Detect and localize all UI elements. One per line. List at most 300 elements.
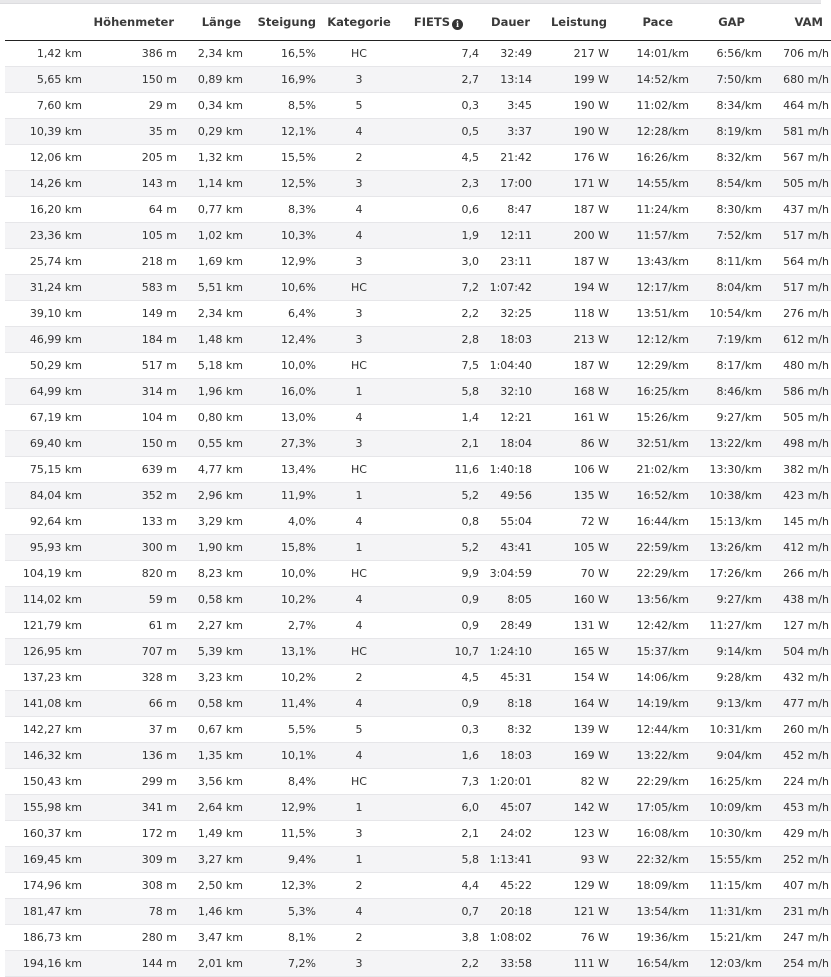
cell-vam: 260 m/h [762, 717, 831, 743]
cell-gap: 15:21/km [689, 925, 762, 951]
table-row[interactable] [5, 587, 831, 613]
cell-category: HC [318, 457, 400, 483]
cell-gap: 8:34/km [689, 93, 762, 119]
table-row[interactable] [5, 899, 831, 925]
cell-fiets: 0,3 [400, 717, 479, 743]
col-distance-header [5, 4, 82, 41]
table-row[interactable] [5, 509, 831, 535]
cell-vam: 453 m/h [762, 795, 831, 821]
table-row[interactable] [5, 821, 831, 847]
cell-gap: 8:19/km [689, 119, 762, 145]
table-row[interactable] [5, 171, 831, 197]
cell-distance: 174,96 km [5, 873, 82, 899]
cell-gap: 13:26/km [689, 535, 762, 561]
cell-vam: 517 m/h [762, 223, 831, 249]
cell-elevation: 517 m [82, 353, 181, 379]
cell-distance: 1,42 km [5, 41, 82, 67]
table-row[interactable] [5, 665, 831, 691]
cell-distance: 141,08 km [5, 691, 82, 717]
cell-category: 3 [318, 327, 400, 353]
cell-distance: 121,79 km [5, 613, 82, 639]
cell-grade: 10,2% [243, 587, 318, 613]
cell-duration: 33:58 [479, 951, 532, 977]
table-row[interactable] [5, 717, 831, 743]
cell-elevation: 172 m [82, 821, 181, 847]
cell-power: 142 W [532, 795, 609, 821]
cell-length: 0,58 km [181, 691, 243, 717]
cell-power: 168 W [532, 379, 609, 405]
cell-vam: 612 m/h [762, 327, 831, 353]
cell-fiets: 2,8 [400, 327, 479, 353]
cell-elevation: 61 m [82, 613, 181, 639]
cell-power: 123 W [532, 821, 609, 847]
cell-length: 0,80 km [181, 405, 243, 431]
cell-power: 129 W [532, 873, 609, 899]
cell-grade: 16,5% [243, 41, 318, 67]
cell-length: 2,34 km [181, 41, 243, 67]
cell-length: 2,01 km [181, 951, 243, 977]
cell-category: HC [318, 275, 400, 301]
cell-length: 1,69 km [181, 249, 243, 275]
table-row[interactable] [5, 249, 831, 275]
cell-grade: 11,9% [243, 483, 318, 509]
col-gap-header[interactable]: GAP [689, 4, 762, 41]
cell-vam: 517 m/h [762, 275, 831, 301]
cell-grade: 15,8% [243, 535, 318, 561]
cell-duration: 8:18 [479, 691, 532, 717]
cell-vam: 432 m/h [762, 665, 831, 691]
cell-elevation: 707 m [82, 639, 181, 665]
col-category-header[interactable]: Kategorie [318, 4, 400, 41]
cell-grade: 10,6% [243, 275, 318, 301]
cell-distance: 186,73 km [5, 925, 82, 951]
cell-duration: 1:13:41 [479, 847, 532, 873]
col-power-header[interactable]: Leistung [532, 4, 609, 41]
cell-vam: 706 m/h [762, 41, 831, 67]
cell-vam: 567 m/h [762, 145, 831, 171]
cell-fiets: 0,9 [400, 613, 479, 639]
table-row[interactable] [5, 535, 831, 561]
cell-duration: 18:03 [479, 743, 532, 769]
cell-gap: 10:38/km [689, 483, 762, 509]
cell-gap: 13:22/km [689, 431, 762, 457]
cell-vam: 252 m/h [762, 847, 831, 873]
cell-gap: 8:04/km [689, 275, 762, 301]
cell-duration: 3:45 [479, 93, 532, 119]
table-row[interactable] [5, 431, 831, 457]
table-row[interactable] [5, 93, 831, 119]
cell-length: 2,34 km [181, 301, 243, 327]
cell-length: 8,23 km [181, 561, 243, 587]
cell-power: 154 W [532, 665, 609, 691]
table-row[interactable] [5, 457, 831, 483]
cell-pace: 16:08/km [609, 821, 689, 847]
cell-distance: 155,98 km [5, 795, 82, 821]
cell-duration: 1:04:40 [479, 353, 532, 379]
cell-pace: 22:59/km [609, 535, 689, 561]
cell-pace: 14:06/km [609, 665, 689, 691]
cell-power: 121 W [532, 899, 609, 925]
cell-grade: 5,5% [243, 717, 318, 743]
cell-vam: 423 m/h [762, 483, 831, 509]
cell-fiets: 7,5 [400, 353, 479, 379]
cell-grade: 7,2% [243, 951, 318, 977]
table-row[interactable] [5, 353, 831, 379]
cell-power: 161 W [532, 405, 609, 431]
cell-category: 3 [318, 67, 400, 93]
cell-grade: 6,4% [243, 301, 318, 327]
cell-category: 2 [318, 925, 400, 951]
cell-elevation: 184 m [82, 327, 181, 353]
cell-pace: 22:29/km [609, 561, 689, 587]
cell-duration: 3:37 [479, 119, 532, 145]
cell-grade: 8,5% [243, 93, 318, 119]
cell-power: 164 W [532, 691, 609, 717]
cell-distance: 92,64 km [5, 509, 82, 535]
cell-grade: 11,5% [243, 821, 318, 847]
cell-duration: 18:04 [479, 431, 532, 457]
cell-distance: 137,23 km [5, 665, 82, 691]
cell-grade: 10,3% [243, 223, 318, 249]
table-body [5, 41, 831, 977]
cell-pace: 14:55/km [609, 171, 689, 197]
cell-fiets: 0,8 [400, 509, 479, 535]
cell-pace: 22:29/km [609, 769, 689, 795]
cell-distance: 194,16 km [5, 951, 82, 977]
col-pace-header[interactable]: Pace [609, 4, 689, 41]
cell-grade: 15,5% [243, 145, 318, 171]
cell-gap: 8:54/km [689, 171, 762, 197]
cell-grade: 11,4% [243, 691, 318, 717]
cell-distance: 181,47 km [5, 899, 82, 925]
cell-grade: 12,1% [243, 119, 318, 145]
cell-grade: 13,1% [243, 639, 318, 665]
table-row[interactable] [5, 847, 831, 873]
cell-length: 0,55 km [181, 431, 243, 457]
cell-category: 3 [318, 301, 400, 327]
cell-fiets: 2,3 [400, 171, 479, 197]
col-fiets-label: FIETS [413, 14, 450, 29]
cell-vam: 477 m/h [762, 691, 831, 717]
cell-duration: 49:56 [479, 483, 532, 509]
cell-length: 5,51 km [181, 275, 243, 301]
cell-power: 200 W [532, 223, 609, 249]
cell-power: 190 W [532, 93, 609, 119]
cell-length: 5,39 km [181, 639, 243, 665]
cell-category: 1 [318, 795, 400, 821]
cell-fiets: 11,6 [400, 457, 479, 483]
cell-distance: 104,19 km [5, 561, 82, 587]
col-vam-header[interactable]: VAM [762, 4, 831, 41]
cell-category: 4 [318, 119, 400, 145]
cell-fiets: 2,2 [400, 301, 479, 327]
cell-pace: 12:28/km [609, 119, 689, 145]
cell-pace: 14:01/km [609, 41, 689, 67]
cell-category: 5 [318, 93, 400, 119]
cell-fiets: 10,7 [400, 639, 479, 665]
cell-pace: 12:29/km [609, 353, 689, 379]
table-row[interactable] [5, 67, 831, 93]
cell-duration: 17:00 [479, 171, 532, 197]
cell-elevation: 143 m [82, 171, 181, 197]
cell-elevation: 104 m [82, 405, 181, 431]
cell-vam: 231 m/h [762, 899, 831, 925]
cell-elevation: 218 m [82, 249, 181, 275]
cell-fiets: 1,6 [400, 743, 479, 769]
cell-fiets: 7,3 [400, 769, 479, 795]
table-row[interactable] [5, 639, 831, 665]
cell-category: 4 [318, 223, 400, 249]
cell-grade: 12,9% [243, 249, 318, 275]
cell-distance: 39,10 km [5, 301, 82, 327]
cell-pace: 18:09/km [609, 873, 689, 899]
cell-distance: 16,20 km [5, 197, 82, 223]
cell-duration: 13:14 [479, 67, 532, 93]
cell-power: 165 W [532, 639, 609, 665]
cell-gap: 17:26/km [689, 561, 762, 587]
cell-category: 3 [318, 951, 400, 977]
cell-grade: 2,7% [243, 613, 318, 639]
cell-elevation: 341 m [82, 795, 181, 821]
cell-grade: 4,0% [243, 509, 318, 535]
cell-length: 1,14 km [181, 171, 243, 197]
table-row[interactable] [5, 197, 831, 223]
cell-length: 1,48 km [181, 327, 243, 353]
cell-grade: 8,1% [243, 925, 318, 951]
table-row[interactable] [5, 561, 831, 587]
cell-distance: 7,60 km [5, 93, 82, 119]
table-row[interactable] [5, 613, 831, 639]
cell-elevation: 133 m [82, 509, 181, 535]
cell-power: 82 W [532, 769, 609, 795]
table-row[interactable] [5, 145, 831, 171]
cell-length: 3,56 km [181, 769, 243, 795]
cell-duration: 20:18 [479, 899, 532, 925]
cell-distance: 126,95 km [5, 639, 82, 665]
col-elevation-header[interactable]: Höhenmeter [82, 4, 181, 41]
cell-elevation: 309 m [82, 847, 181, 873]
col-grade-header[interactable]: Steigung [243, 4, 318, 41]
cell-length: 0,58 km [181, 587, 243, 613]
cell-duration: 1:24:10 [479, 639, 532, 665]
table-row[interactable] [5, 405, 831, 431]
table-row[interactable] [5, 795, 831, 821]
cell-duration: 12:21 [479, 405, 532, 431]
cell-grade: 16,9% [243, 67, 318, 93]
cell-grade: 5,3% [243, 899, 318, 925]
cell-pace: 19:36/km [609, 925, 689, 951]
table-row[interactable] [5, 691, 831, 717]
cell-length: 2,50 km [181, 873, 243, 899]
cell-vam: 504 m/h [762, 639, 831, 665]
cell-pace: 12:44/km [609, 717, 689, 743]
cell-fiets: 4,5 [400, 145, 479, 171]
cell-vam: 505 m/h [762, 171, 831, 197]
cell-distance: 12,06 km [5, 145, 82, 171]
table-row[interactable] [5, 223, 831, 249]
cell-grade: 12,5% [243, 171, 318, 197]
cell-elevation: 66 m [82, 691, 181, 717]
cell-vam: 254 m/h [762, 951, 831, 977]
cell-length: 1,35 km [181, 743, 243, 769]
cell-pace: 12:12/km [609, 327, 689, 353]
cell-category: 1 [318, 847, 400, 873]
cell-power: 118 W [532, 301, 609, 327]
cell-gap: 16:25/km [689, 769, 762, 795]
cell-category: 3 [318, 249, 400, 275]
cell-gap: 8:32/km [689, 145, 762, 171]
cell-fiets: 1,4 [400, 405, 479, 431]
cell-length: 3,29 km [181, 509, 243, 535]
cell-duration: 1:08:02 [479, 925, 532, 951]
cell-elevation: 136 m [82, 743, 181, 769]
cell-gap: 7:19/km [689, 327, 762, 353]
cell-fiets: 0,9 [400, 587, 479, 613]
cell-fiets: 7,2 [400, 275, 479, 301]
cell-length: 1,46 km [181, 899, 243, 925]
cell-gap: 8:30/km [689, 197, 762, 223]
cell-power: 139 W [532, 717, 609, 743]
cell-pace: 21:02/km [609, 457, 689, 483]
cell-length: 2,64 km [181, 795, 243, 821]
cell-pace: 12:42/km [609, 613, 689, 639]
table-row[interactable] [5, 873, 831, 899]
cell-duration: 21:42 [479, 145, 532, 171]
cell-category: HC [318, 769, 400, 795]
table-row[interactable] [5, 327, 831, 353]
cell-gap: 9:14/km [689, 639, 762, 665]
info-icon[interactable]: i [452, 19, 463, 30]
cell-pace: 11:24/km [609, 197, 689, 223]
cell-pace: 22:32/km [609, 847, 689, 873]
cell-fiets: 0,6 [400, 197, 479, 223]
cell-gap: 15:13/km [689, 509, 762, 535]
cell-gap: 11:27/km [689, 613, 762, 639]
cell-pace: 16:26/km [609, 145, 689, 171]
table-row[interactable] [5, 483, 831, 509]
cell-elevation: 35 m [82, 119, 181, 145]
cell-power: 105 W [532, 535, 609, 561]
col-duration-header[interactable]: Dauer [479, 4, 532, 41]
cell-distance: 75,15 km [5, 457, 82, 483]
cell-distance: 160,37 km [5, 821, 82, 847]
cell-power: 72 W [532, 509, 609, 535]
cell-category: 4 [318, 587, 400, 613]
cell-elevation: 29 m [82, 93, 181, 119]
cell-power: 187 W [532, 249, 609, 275]
cell-pace: 12:17/km [609, 275, 689, 301]
cell-power: 169 W [532, 743, 609, 769]
table-row[interactable] [5, 275, 831, 301]
table-row[interactable] [5, 743, 831, 769]
cell-category: 3 [318, 171, 400, 197]
cell-power: 171 W [532, 171, 609, 197]
cell-fiets: 3,8 [400, 925, 479, 951]
cell-vam: 452 m/h [762, 743, 831, 769]
cell-duration: 55:04 [479, 509, 532, 535]
cell-pace: 16:52/km [609, 483, 689, 509]
cell-grade: 10,2% [243, 665, 318, 691]
cell-power: 131 W [532, 613, 609, 639]
cell-length: 2,27 km [181, 613, 243, 639]
cell-elevation: 583 m [82, 275, 181, 301]
cell-gap: 11:31/km [689, 899, 762, 925]
table-row[interactable] [5, 769, 831, 795]
col-length-header[interactable]: Länge [181, 4, 243, 41]
cell-elevation: 78 m [82, 899, 181, 925]
cell-fiets: 4,5 [400, 665, 479, 691]
cell-gap: 7:50/km [689, 67, 762, 93]
cell-distance: 114,02 km [5, 587, 82, 613]
cell-grade: 8,4% [243, 769, 318, 795]
cell-length: 3,27 km [181, 847, 243, 873]
cell-power: 199 W [532, 67, 609, 93]
cell-category: 2 [318, 873, 400, 899]
cell-category: HC [318, 353, 400, 379]
cell-category: 4 [318, 509, 400, 535]
cell-gap: 6:56/km [689, 41, 762, 67]
table-row[interactable] [5, 119, 831, 145]
cell-elevation: 149 m [82, 301, 181, 327]
cell-elevation: 205 m [82, 145, 181, 171]
table-row[interactable] [5, 301, 831, 327]
cell-elevation: 352 m [82, 483, 181, 509]
table-row[interactable] [5, 41, 831, 67]
cell-distance: 95,93 km [5, 535, 82, 561]
cell-gap: 8:17/km [689, 353, 762, 379]
cell-pace: 16:54/km [609, 951, 689, 977]
cell-grade: 12,9% [243, 795, 318, 821]
col-fiets-header[interactable] [400, 4, 479, 41]
cell-fiets: 5,2 [400, 535, 479, 561]
cell-elevation: 308 m [82, 873, 181, 899]
cell-elevation: 150 m [82, 67, 181, 93]
cell-pace: 15:37/km [609, 639, 689, 665]
cell-power: 187 W [532, 197, 609, 223]
cell-power: 176 W [532, 145, 609, 171]
cell-power: 93 W [532, 847, 609, 873]
cell-fiets: 0,3 [400, 93, 479, 119]
cell-gap: 9:04/km [689, 743, 762, 769]
cell-duration: 1:20:01 [479, 769, 532, 795]
cell-gap: 11:15/km [689, 873, 762, 899]
cell-length: 1,02 km [181, 223, 243, 249]
cell-vam: 276 m/h [762, 301, 831, 327]
cell-category: 4 [318, 405, 400, 431]
cell-gap: 8:46/km [689, 379, 762, 405]
cell-duration: 45:22 [479, 873, 532, 899]
table-row[interactable] [5, 925, 831, 951]
cell-vam: 407 m/h [762, 873, 831, 899]
cell-fiets: 5,2 [400, 483, 479, 509]
cell-vam: 145 m/h [762, 509, 831, 535]
cell-category: 3 [318, 431, 400, 457]
table-row[interactable] [5, 951, 831, 977]
cell-elevation: 105 m [82, 223, 181, 249]
cell-distance: 69,40 km [5, 431, 82, 457]
cell-vam: 581 m/h [762, 119, 831, 145]
table-row[interactable] [5, 379, 831, 405]
cell-category: HC [318, 41, 400, 67]
cell-distance: 14,26 km [5, 171, 82, 197]
cell-category: 4 [318, 899, 400, 925]
cell-duration: 8:47 [479, 197, 532, 223]
cell-grade: 10,1% [243, 743, 318, 769]
cell-pace: 11:57/km [609, 223, 689, 249]
cell-pace: 13:51/km [609, 301, 689, 327]
cell-fiets: 0,5 [400, 119, 479, 145]
cell-vam: 437 m/h [762, 197, 831, 223]
